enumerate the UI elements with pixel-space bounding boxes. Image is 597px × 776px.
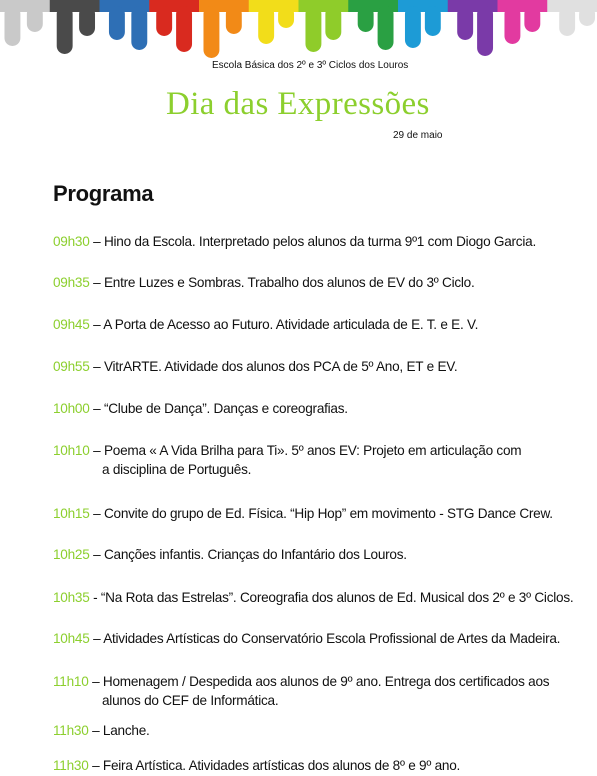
- paint-drip: [504, 6, 520, 44]
- item-text: VitrARTE. Atividade dos alunos dos PCA de 5º Ano, ET e EV.: [103, 359, 458, 374]
- item-time: 10h35: [53, 590, 90, 605]
- paint-drip: [457, 6, 473, 40]
- paint-drip: [378, 6, 394, 50]
- paint-band: [498, 0, 549, 12]
- paint-drip: [156, 6, 172, 36]
- item-time: 10h25: [53, 547, 90, 562]
- item-text: Lanche.: [102, 723, 150, 738]
- item-text: A Porta de Acesso ao Futuro. Atividade articulada de E. T. e E. V.: [103, 317, 479, 332]
- item-time: 11h10: [53, 674, 89, 689]
- item-text: Canções infantis. Crianças do Infantário dos Louros.: [103, 547, 407, 562]
- item-separator: –: [89, 234, 104, 249]
- item-text-continued: alunos do CEF de Informática.: [102, 693, 279, 708]
- program-item: [53, 672, 583, 710]
- paint-drip: [305, 6, 321, 52]
- item-time: 09h35: [53, 275, 90, 290]
- item-text: Atividades Artísticas do Conservatório Escola Profissional de Artes da Madeira.: [103, 631, 561, 646]
- item-text: Feira Artística. Atividades artísticas dos alunos de 8º e 9º ano.: [102, 758, 461, 773]
- paint-drip: [131, 6, 147, 50]
- program-item: [53, 441, 583, 479]
- item-separator: –: [89, 359, 104, 374]
- item-text: “Clube de Dança”. Danças e coreografias.: [103, 401, 348, 416]
- item-separator: –: [89, 317, 104, 332]
- school-name: Escola Básica dos 2º e 3º Ciclos dos Louros: [212, 60, 409, 71]
- item-time: 10h15: [53, 506, 90, 521]
- item-time: 11h30: [53, 758, 89, 773]
- paint-band: [149, 0, 200, 12]
- paint-drip: [109, 6, 125, 40]
- item-time: 10h45: [53, 631, 90, 646]
- program-item: [53, 545, 583, 564]
- program-item: [53, 273, 583, 292]
- event-title: Dia das Expressões: [166, 86, 430, 122]
- item-separator: –: [89, 506, 104, 521]
- item-separator: –: [88, 674, 103, 689]
- paint-drip: [176, 6, 192, 52]
- program-item: [53, 504, 583, 523]
- item-text: Homenagem / Despedida aos alunos de 9º ano. Entrega dos certificados aos: [102, 674, 550, 689]
- program-item: [53, 721, 583, 740]
- paint-drips-banner: [0, 0, 597, 60]
- item-time: 10h00: [53, 401, 90, 416]
- paint-drip: [425, 6, 441, 36]
- program-item: [53, 357, 583, 376]
- program-item: [53, 232, 583, 251]
- paint-drip: [226, 6, 242, 34]
- item-time: 09h45: [53, 317, 90, 332]
- item-text: Hino da Escola. Interpretado pelos alunos da turma 9º1 com Diogo Garcia.: [103, 234, 536, 249]
- paint-drip: [278, 6, 294, 28]
- paint-band: [398, 0, 449, 12]
- paint-drip: [405, 6, 421, 48]
- paint-drip: [203, 6, 219, 58]
- item-separator: –: [89, 443, 104, 458]
- program-item: [53, 588, 583, 607]
- paint-drip: [579, 6, 595, 26]
- paint-drip: [325, 6, 341, 40]
- program-item: [53, 629, 583, 648]
- program-item: [53, 756, 583, 775]
- event-date: 29 de maio: [393, 130, 443, 141]
- paint-drip: [79, 6, 95, 36]
- paint-drip: [57, 6, 73, 54]
- paint-drip: [4, 6, 20, 46]
- item-separator: –: [89, 631, 104, 646]
- paint-drip: [559, 6, 575, 36]
- item-separator: -: [89, 590, 101, 605]
- item-time: 09h55: [53, 359, 90, 374]
- program-heading: Programa: [53, 181, 154, 206]
- item-separator: –: [89, 401, 104, 416]
- paint-drip: [524, 6, 540, 32]
- item-separator: –: [89, 275, 104, 290]
- item-separator: –: [88, 758, 103, 773]
- item-text: Poema « A Vida Brilha para Ti». 5º anos EV: Projeto em articulação com: [103, 443, 522, 458]
- program-item: [53, 315, 583, 334]
- paint-drip: [27, 6, 43, 32]
- program-item: [53, 399, 583, 418]
- item-time: 10h10: [53, 443, 90, 458]
- item-text: “Na Rota das Estrelas”. Coreografia dos alunos de Ed. Musical dos 2º e 3º Ciclos.: [100, 590, 574, 605]
- paint-band: [299, 0, 350, 12]
- item-text: Entre Luzes e Sombras. Trabalho dos alunos de EV do 3º Ciclo.: [103, 275, 475, 290]
- item-time: 11h30: [53, 723, 89, 738]
- item-text-continued: a disciplina de Português.: [102, 462, 252, 477]
- item-time: 09h30: [53, 234, 90, 249]
- item-text: Convite do grupo de Ed. Física. “Hip Hop” em movimento - STG Dance Crew.: [103, 506, 553, 521]
- paint-drip: [477, 6, 493, 56]
- item-separator: –: [88, 723, 103, 738]
- paint-drip: [258, 6, 274, 44]
- item-separator: –: [89, 547, 104, 562]
- paint-drip: [358, 6, 374, 32]
